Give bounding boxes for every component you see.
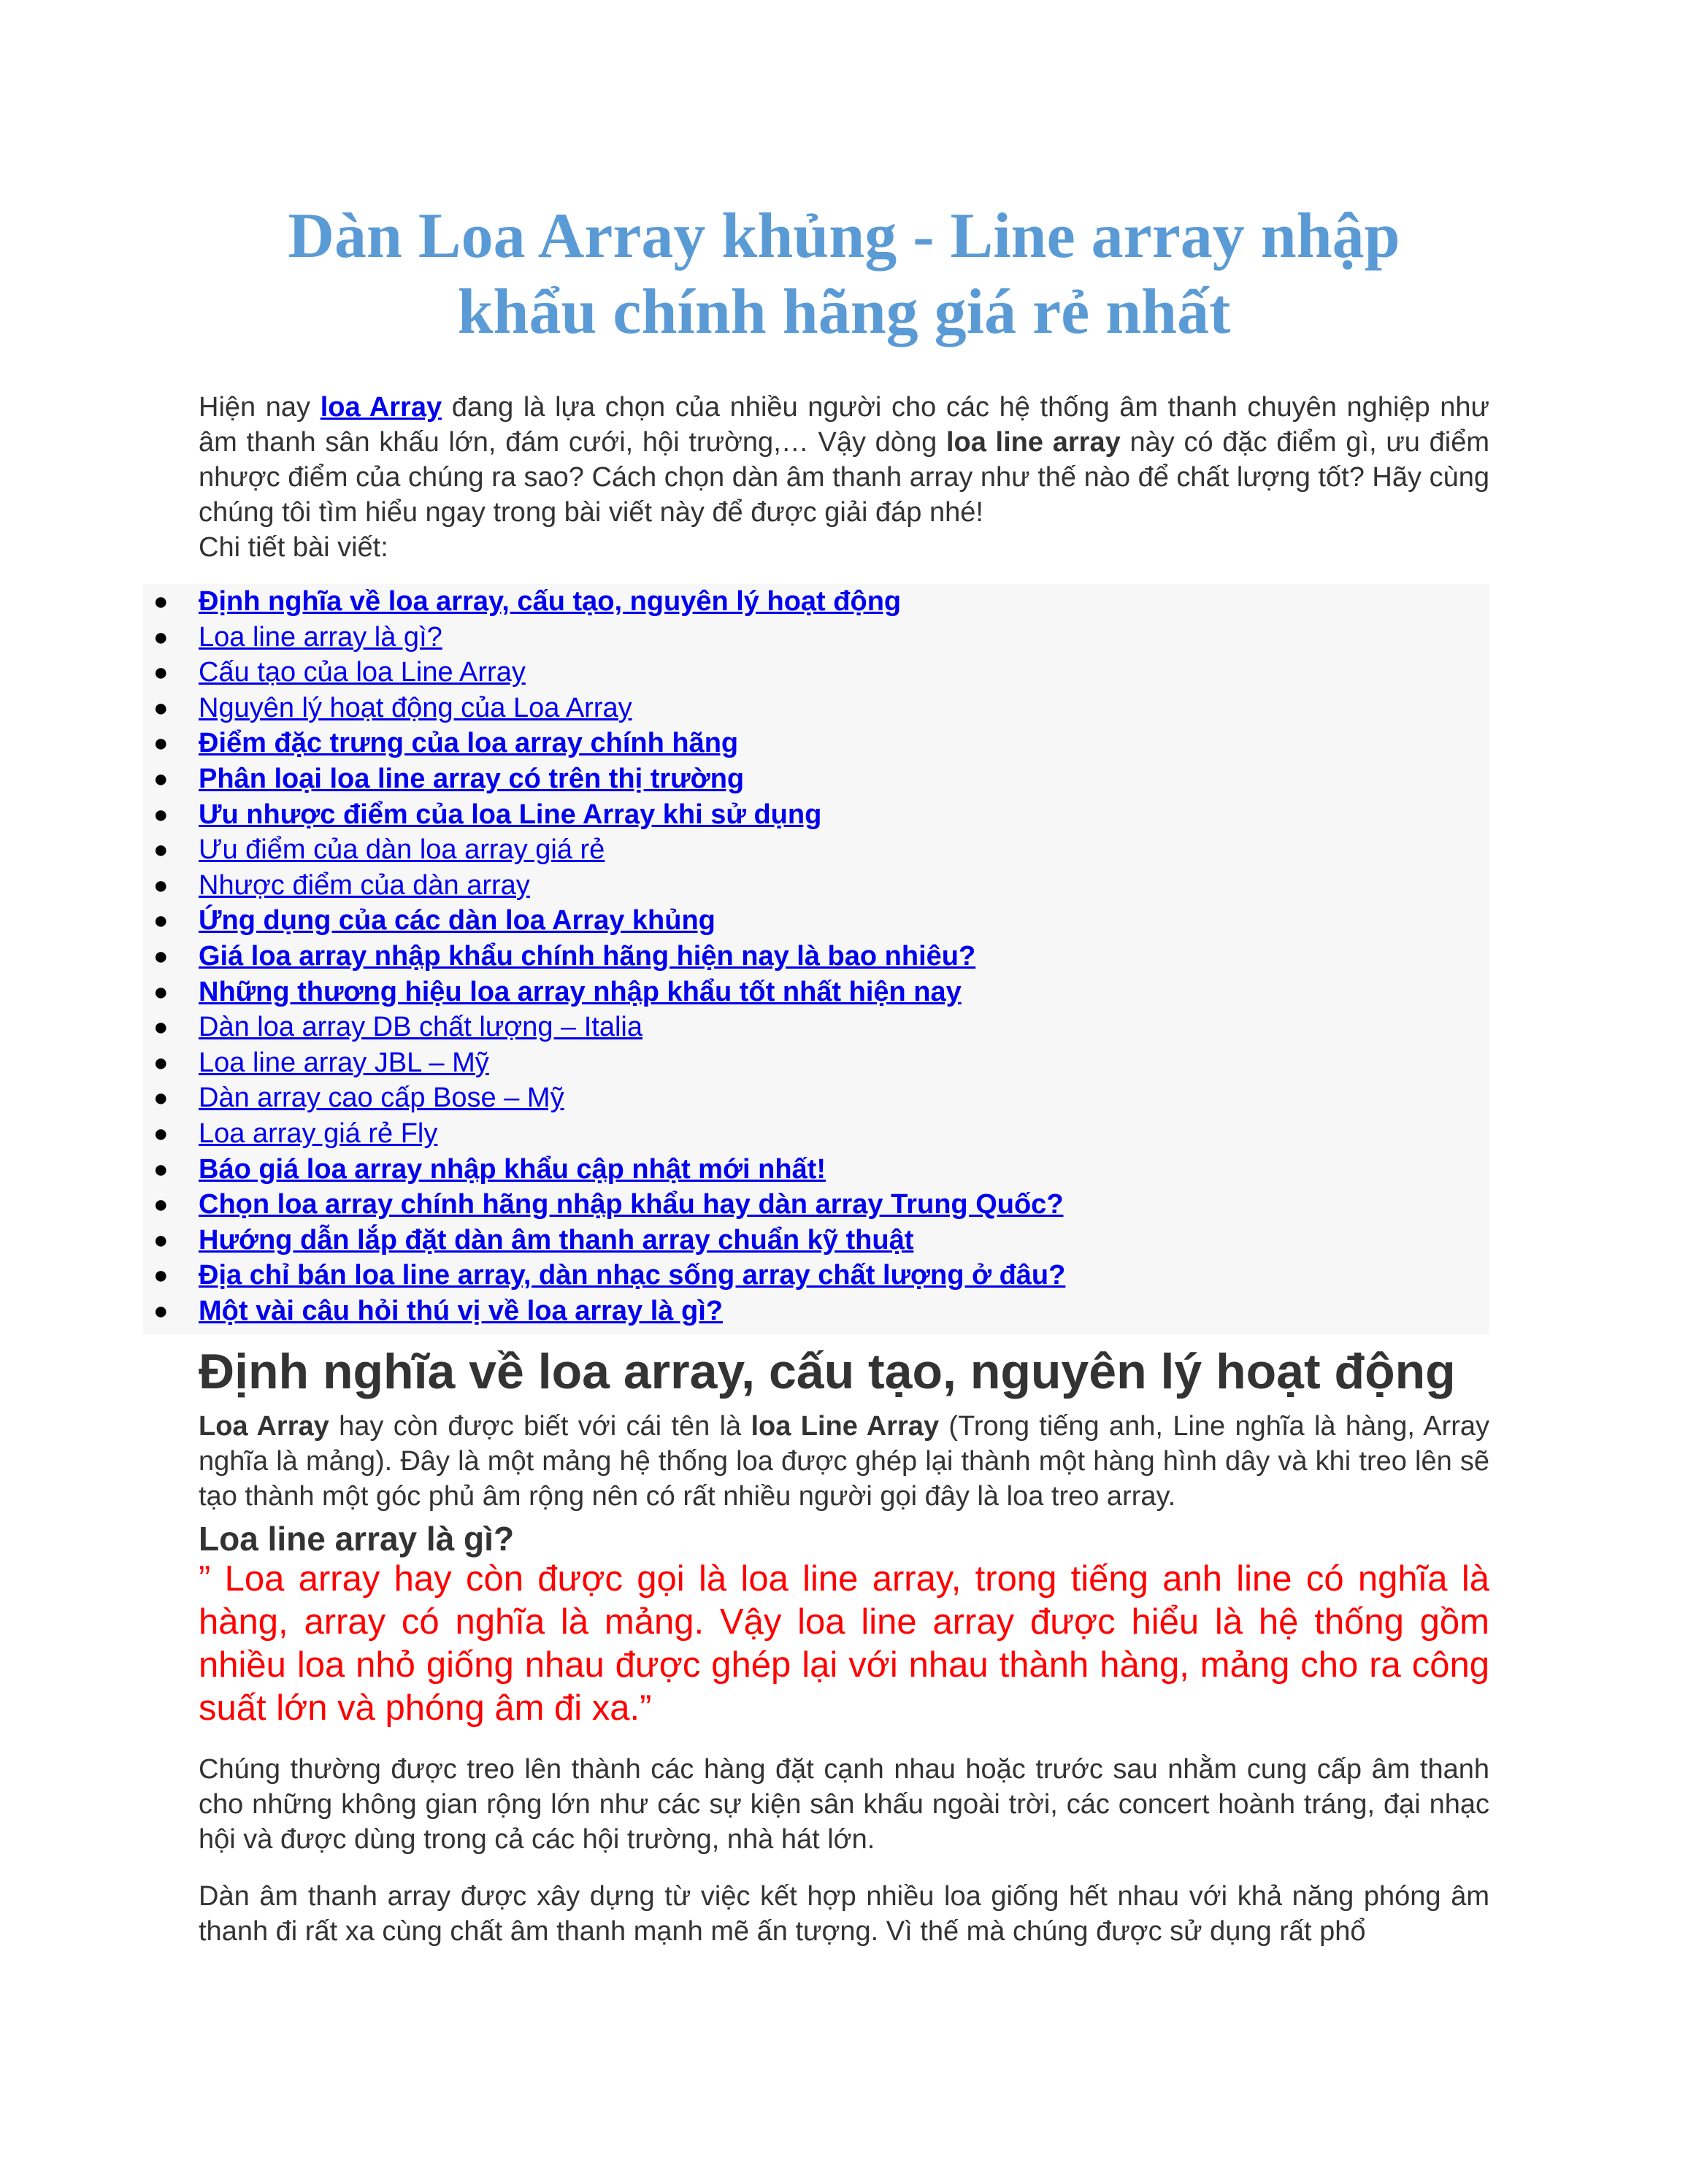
toc-link[interactable]: Loa array giá rẻ Fly (199, 1118, 438, 1149)
bullet-icon: ● (153, 658, 169, 687)
toc-item (143, 797, 1489, 833)
bullet-icon: ● (153, 1155, 169, 1183)
toc-item (143, 584, 1489, 620)
toc-item (143, 939, 1489, 974)
toc-link[interactable]: Một vài câu hỏi thú vị về loa array là gì? (199, 1295, 723, 1326)
definition-text-mid: hay còn được biết với cái tên là (329, 1411, 751, 1442)
section-heading-what-is: Loa line array là gì? (199, 1520, 515, 1558)
toc-link[interactable]: Điểm đặc trưng của loa array chính hãng (199, 728, 739, 759)
toc-link[interactable]: Loa line array JBL – Mỹ (199, 1047, 489, 1078)
bullet-icon: ● (153, 1261, 169, 1290)
bullet-icon: ● (153, 907, 169, 935)
toc-link[interactable]: Báo giá loa array nhập khẩu cập nhật mới nhất! (199, 1153, 826, 1185)
bullet-icon: ● (153, 871, 169, 899)
toc-item (143, 832, 1489, 868)
intro-text-post: này có đặc điểm gì, ưu điểm nhược điểm của chúng ra sao? Cách chọn dàn âm thanh array như thế nào để chất lượng tốt? Hãy cùng chúng tôi tìm hiểu ngay trong bài viết này để được giải đáp nhé! (199, 427, 1489, 528)
toc-link[interactable]: Ưu nhược điểm của loa Line Array khi sử dụng (199, 799, 822, 830)
bullet-icon: ● (153, 729, 169, 758)
toc-item (143, 1223, 1489, 1258)
toc-link[interactable]: Ưu điểm của dàn loa array giá rẻ (199, 834, 605, 866)
bullet-icon: ● (153, 1013, 169, 1042)
toc-item (143, 761, 1489, 797)
toc-item (143, 1080, 1489, 1116)
bullet-icon: ● (153, 1084, 169, 1112)
page-title: Dàn Loa Array khủng - Line array nhập khẩu chính hãng giá rẻ nhất (288, 201, 1400, 347)
toc-item (143, 1293, 1489, 1329)
toc-item (143, 1045, 1489, 1081)
toc-item (143, 655, 1489, 691)
table-of-contents (143, 584, 1489, 1334)
intro-text-pre: Hiện nay (199, 392, 321, 423)
paragraph-construction: Dàn âm thanh array được xây dựng từ việc kết hợp nhiều loa giống hết nhau với khả năng phóng âm thanh đi rất xa cùng chất âm thanh mạnh mẽ ấn tượng. Vì thế mà chúng được sử dụng rất phổ (199, 1881, 1489, 1947)
bullet-icon: ● (153, 623, 169, 651)
toc-item (143, 1116, 1489, 1152)
toc-item (143, 868, 1489, 904)
bullet-icon: ● (153, 1191, 169, 1219)
toc-item (143, 974, 1489, 1010)
toc-item (143, 620, 1489, 655)
bullet-icon: ● (153, 977, 169, 1006)
term-loa-array: Loa Array (199, 1411, 329, 1442)
intro-text-mid: đang là lựa chọn của nhiều người cho các hệ thống âm thanh chuyên nghiệp như âm thanh sân khấu lớn, đám cưới, hội trường,… Vậy dòng (199, 392, 1489, 458)
toc-link[interactable]: Giá loa array nhập khẩu chính hãng hiện nay là bao nhiêu? (199, 940, 976, 972)
paragraph-usage: Chúng thường được treo lên thành các hàng đặt cạnh nhau hoặc trước sau nhằm cung cấp âm thanh cho những không gian rộng lớn như các sự kiện sân khấu ngoài trời, các concert hoành tráng, đại nhạc hội và được dùng trong cả các hội trường, nhà hát lớn. (199, 1754, 1489, 1855)
toc-item (143, 691, 1489, 726)
toc-link[interactable]: Địa chỉ bán loa line array, dàn nhạc sống array chất lượng ở đâu? (199, 1260, 1066, 1291)
loa-array-link[interactable]: loa Array (320, 392, 442, 423)
bullet-icon: ● (153, 1048, 169, 1077)
toc-link[interactable]: Dàn array cao cấp Bose – Mỹ (199, 1083, 564, 1114)
toc-link[interactable]: Định nghĩa về loa array, cấu tạo, nguyên lý hoạt động (199, 586, 902, 617)
bullet-icon: ● (153, 764, 169, 793)
definition-text-rest: (Trong tiếng anh, Line nghĩa là hàng, Array nghĩa là mảng). Đây là một mảng hệ thống loa được ghép lại thành một hàng hình dây và khi treo lên sẽ tạo thành một góc phủ âm rộng nên có rất nhiều người gọi đây là loa treo array. (199, 1411, 1489, 1512)
section-heading-definition: Định nghĩa về loa array, cấu tạo, nguyên lý hoạt động (199, 1344, 1456, 1399)
toc-item (143, 1258, 1489, 1293)
toc-item (143, 1010, 1489, 1045)
red-quote: ” Loa array hay còn được gọi là loa line array, trong tiếng anh line có nghĩa là hàng, array có nghĩa là mảng. Vậy loa line array được hiểu là hệ thống gồm nhiều loa nhỏ giống nhau được ghép lại với nhau thành hàng, mảng cho ra công suất lớn và phóng âm đi xa.” (199, 1559, 1489, 1728)
bullet-icon: ● (153, 588, 169, 615)
bullet-icon: ● (153, 942, 169, 970)
bullet-icon: ● (153, 1226, 169, 1254)
intro-paragraph (199, 390, 1489, 565)
term-loa-line-array: loa Line Array (751, 1411, 940, 1442)
toc-link[interactable]: Cấu tạo của loa Line Array (199, 657, 526, 688)
article-details-label: Chi tiết bài viết: (199, 532, 388, 563)
toc-item (143, 1152, 1489, 1188)
toc-link[interactable]: Phân loại loa line array có trên thị trường (199, 763, 745, 794)
toc-item (143, 903, 1489, 939)
intro-bold-term: loa line array (945, 427, 1121, 458)
bullet-icon: ● (153, 1296, 169, 1325)
bullet-icon: ● (153, 836, 169, 864)
bullet-icon: ● (153, 800, 169, 828)
toc-link[interactable]: Ứng dụng của các dàn loa Array khủng (199, 905, 716, 937)
bullet-icon: ● (153, 1119, 169, 1147)
toc-item (143, 1187, 1489, 1223)
toc-link[interactable]: Loa line array là gì? (199, 621, 442, 653)
toc-link[interactable]: Dàn loa array DB chất lượng – Italia (199, 1012, 642, 1043)
toc-link[interactable]: Chọn loa array chính hãng nhập khẩu hay dàn array Trung Quốc? (199, 1189, 1064, 1220)
toc-item (143, 726, 1489, 761)
definition-paragraph (199, 1409, 1489, 1514)
toc-link[interactable]: Nhược điểm của dàn array (199, 869, 530, 901)
toc-link[interactable]: Hướng dẫn lắp đặt dàn âm thanh array chuẩn kỹ thuật (199, 1224, 914, 1256)
toc-link[interactable]: Những thương hiệu loa array nhập khẩu tốt nhất hiện nay (199, 976, 962, 1007)
bullet-icon: ● (153, 693, 169, 722)
toc-link[interactable]: Nguyên lý hoạt động của Loa Array (199, 692, 632, 723)
